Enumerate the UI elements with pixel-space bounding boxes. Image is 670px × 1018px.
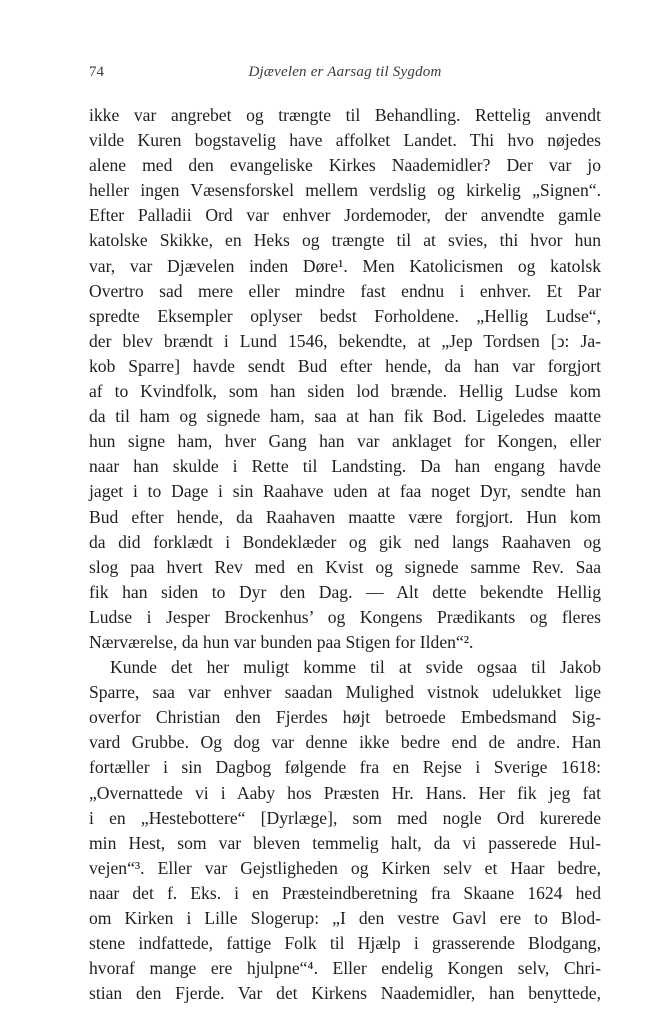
body-text — [89, 103, 601, 1006]
text-line: Bud efter hende, da Raahaven maatte være forgjort. Hun kom — [89, 506, 601, 527]
running-title: Djævelen er Aarsag til Sygdom — [248, 64, 442, 80]
text-line: kob Sparre] havde sendt Bud efter hende, da han var forgjort — [89, 355, 601, 376]
text-line: naar det f. Eks. i en Præsteindberetning fra Skaane 1624 hed — [89, 882, 601, 903]
text-line: da til ham og signede ham, saa at han fik Bod. Ligeledes maatte — [89, 406, 601, 427]
text-line: stene indfattede, fattige Folk til Hjælp i grasserende Blodgang, — [89, 933, 601, 954]
text-line: „Overnattede vi i Aaby hos Præsten Hr. Hans. Her fik jeg fat — [89, 782, 601, 803]
text-line: ikke var angrebet og trængte til Behandling. Rettelig anvendt — [89, 105, 601, 125]
text-line: naar han skulde i Rette til Landsting. Da han engang havde — [89, 456, 601, 477]
text-line: vilde Kuren bogstavelig have affolket Landet. Thi hvo nøjedes — [89, 130, 601, 151]
text-line: fik han siden to Dyr den Dag. — Alt dette bekendte Hellig — [89, 581, 601, 602]
text-line: slog paa hvert Rev med en Kvist og signede samme Rev. Saa — [89, 556, 601, 577]
text-line: hvoraf mange ere hjulpne“⁴. Eller endelig Kongen selv, Chri- — [89, 958, 601, 979]
text-line: da did forklædt i Bondeklæder og gik ned langs Raahaven og — [89, 531, 601, 552]
text-line: jaget i to Dage i sin Raahave uden at faa noget Dyr, sendte han — [89, 481, 601, 502]
text-line: i en „Hestebottere“ [Dyrlæge], som med nogle Ord kurerede — [89, 807, 601, 828]
text-line: stian den Fjerde. Var det Kirkens Naademidler, han benyttede, — [89, 983, 601, 1004]
text-line: heller ingen Væsensforskel mellem verdslig og kirkelig „Signen“. — [89, 180, 601, 201]
text-line: min Hest, som var bleven temmelig halt, da vi passerede Hul- — [89, 832, 601, 853]
text-line: Ludse i Jesper Brockenhus’ og Kongens Prædikants og fleres — [89, 606, 601, 627]
text-line: var, var Djævelen inden Døre¹. Men Katolicismen og katolsk — [89, 255, 601, 276]
page-number: 74 — [89, 64, 104, 80]
text-line: overfor Christian den Fjerdes højt betroede Embedsmand Sig- — [89, 707, 601, 728]
text-line: Kunde det her muligt komme til at svide ogsaa til Jakob — [110, 657, 601, 678]
text-line: om Kirken i Lille Slogerup: „I den vestre Gavl ere to Blod- — [89, 908, 601, 928]
text-line: af to Kvindfolk, som han siden lod brænde. Hellig Ludse kom — [89, 381, 601, 402]
text-line: vejen“³. Eller var Gejstligheden og Kirken selv et Haar bedre, — [89, 857, 601, 878]
text-line: hun signe ham, hver Gang han var anklaget for Kongen, eller — [89, 431, 601, 452]
page-header — [89, 64, 601, 86]
text-line: vard Grubbe. Og dog var denne ikke bedre end de andre. Han — [89, 732, 601, 753]
text-line: Efter Palladii Ord var enhver Jordemoder, der anvendte gamle — [89, 205, 601, 226]
text-line: spredte Eksempler oplyser bedst Forholdene. „Hellig Ludse“, — [89, 305, 601, 326]
text-line: katolske Skikke, en Heks og trængte til at svies, thi hvor hun — [89, 230, 601, 251]
text-line: Sparre, saa var enhver saadan Mulighed vistnok udelukket lige — [89, 682, 601, 703]
text-line: fortæller i sin Dagbog følgende fra en Rejse i Sverige 1618: — [89, 757, 601, 778]
text-line: der blev brændt i Lund 1546, bekendte, at „Jep Tordsen [ↄ: Ja- — [89, 330, 601, 351]
text-line: Nærværelse, da hun var bunden paa Stigen for Ilden“². — [89, 631, 474, 652]
text-line: Overtro sad mere eller mindre fast endnu i enhver. Et Par — [89, 280, 601, 301]
text-line: alene med den evangeliske Kirkes Naademidler? Der var jo — [89, 155, 601, 176]
